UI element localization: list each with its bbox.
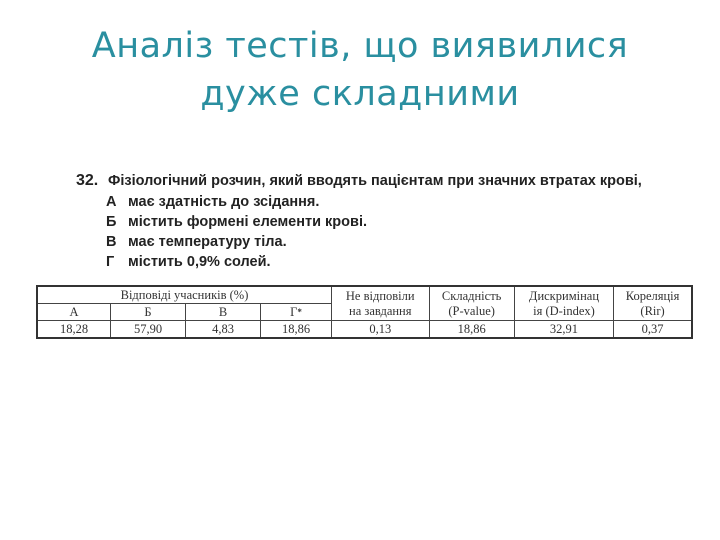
option-letter: Б — [106, 214, 117, 230]
question-number: 32. — [76, 172, 99, 189]
option-letter: В — [106, 234, 117, 250]
answer-option — [76, 192, 676, 212]
value-b: 57,90 — [111, 321, 186, 339]
difficulty-header — [429, 286, 514, 321]
no-answer-header-line-2: на завдання — [349, 303, 412, 318]
answer-option — [76, 212, 676, 232]
value-no-answer: 0,13 — [332, 321, 430, 339]
option-label-a: А — [37, 304, 111, 321]
option-text: має температуру тіла. — [128, 234, 287, 250]
discrimination-header-line-1: Дискримінац — [528, 288, 600, 303]
no-answer-header — [332, 286, 430, 321]
option-text: містить формені елементи крові. — [128, 214, 367, 230]
value-g: 18,86 — [261, 321, 332, 339]
value-difficulty: 18,86 — [429, 321, 514, 339]
discrimination-header — [514, 286, 613, 321]
correct-answer-mark: * — [297, 306, 302, 317]
value-correlation: 0,37 — [614, 321, 692, 339]
difficulty-header-line-1: Складність — [441, 288, 502, 303]
table-header-row — [37, 286, 692, 304]
slide-title-line-1: Аналіз тестів, що виявилися — [91, 26, 629, 66]
value-v: 4,83 — [186, 321, 261, 339]
correlation-header-line-2: (Rir) — [640, 303, 665, 318]
correlation-header — [614, 286, 692, 321]
answer-option — [76, 232, 676, 252]
answer-option — [76, 252, 676, 272]
option-text: містить 0,9% солей. — [128, 254, 271, 270]
test-statistics-table — [36, 285, 693, 339]
difficulty-header-line-2: (P-value) — [448, 303, 495, 318]
discrimination-header-line-2: ія (D-index) — [533, 303, 595, 318]
question-stem-row — [76, 170, 676, 192]
correlation-header-line-1: Кореляція — [625, 288, 680, 303]
no-answer-header-line-1: Не відповіли — [345, 288, 415, 303]
answers-header: Відповіді учасників (%) — [37, 286, 332, 304]
option-text: має здатність до зсідання. — [128, 194, 320, 210]
question-stem: Фізіологічний розчин, який вводять пацієнтам при значних втратах крові, — [108, 173, 642, 189]
option-label-v: В — [186, 304, 261, 321]
value-a: 18,28 — [37, 321, 111, 339]
values-row — [37, 321, 692, 339]
option-label-g — [261, 304, 332, 321]
option-label-b: Б — [111, 304, 186, 321]
option-label-g-text: Г — [290, 304, 298, 319]
test-question — [76, 170, 676, 272]
slide-title-line-2: дуже складними — [200, 74, 520, 114]
slide-title — [40, 22, 680, 118]
value-discrimination: 32,91 — [514, 321, 613, 339]
option-letter: Г — [106, 254, 115, 270]
option-letter: А — [106, 194, 117, 210]
